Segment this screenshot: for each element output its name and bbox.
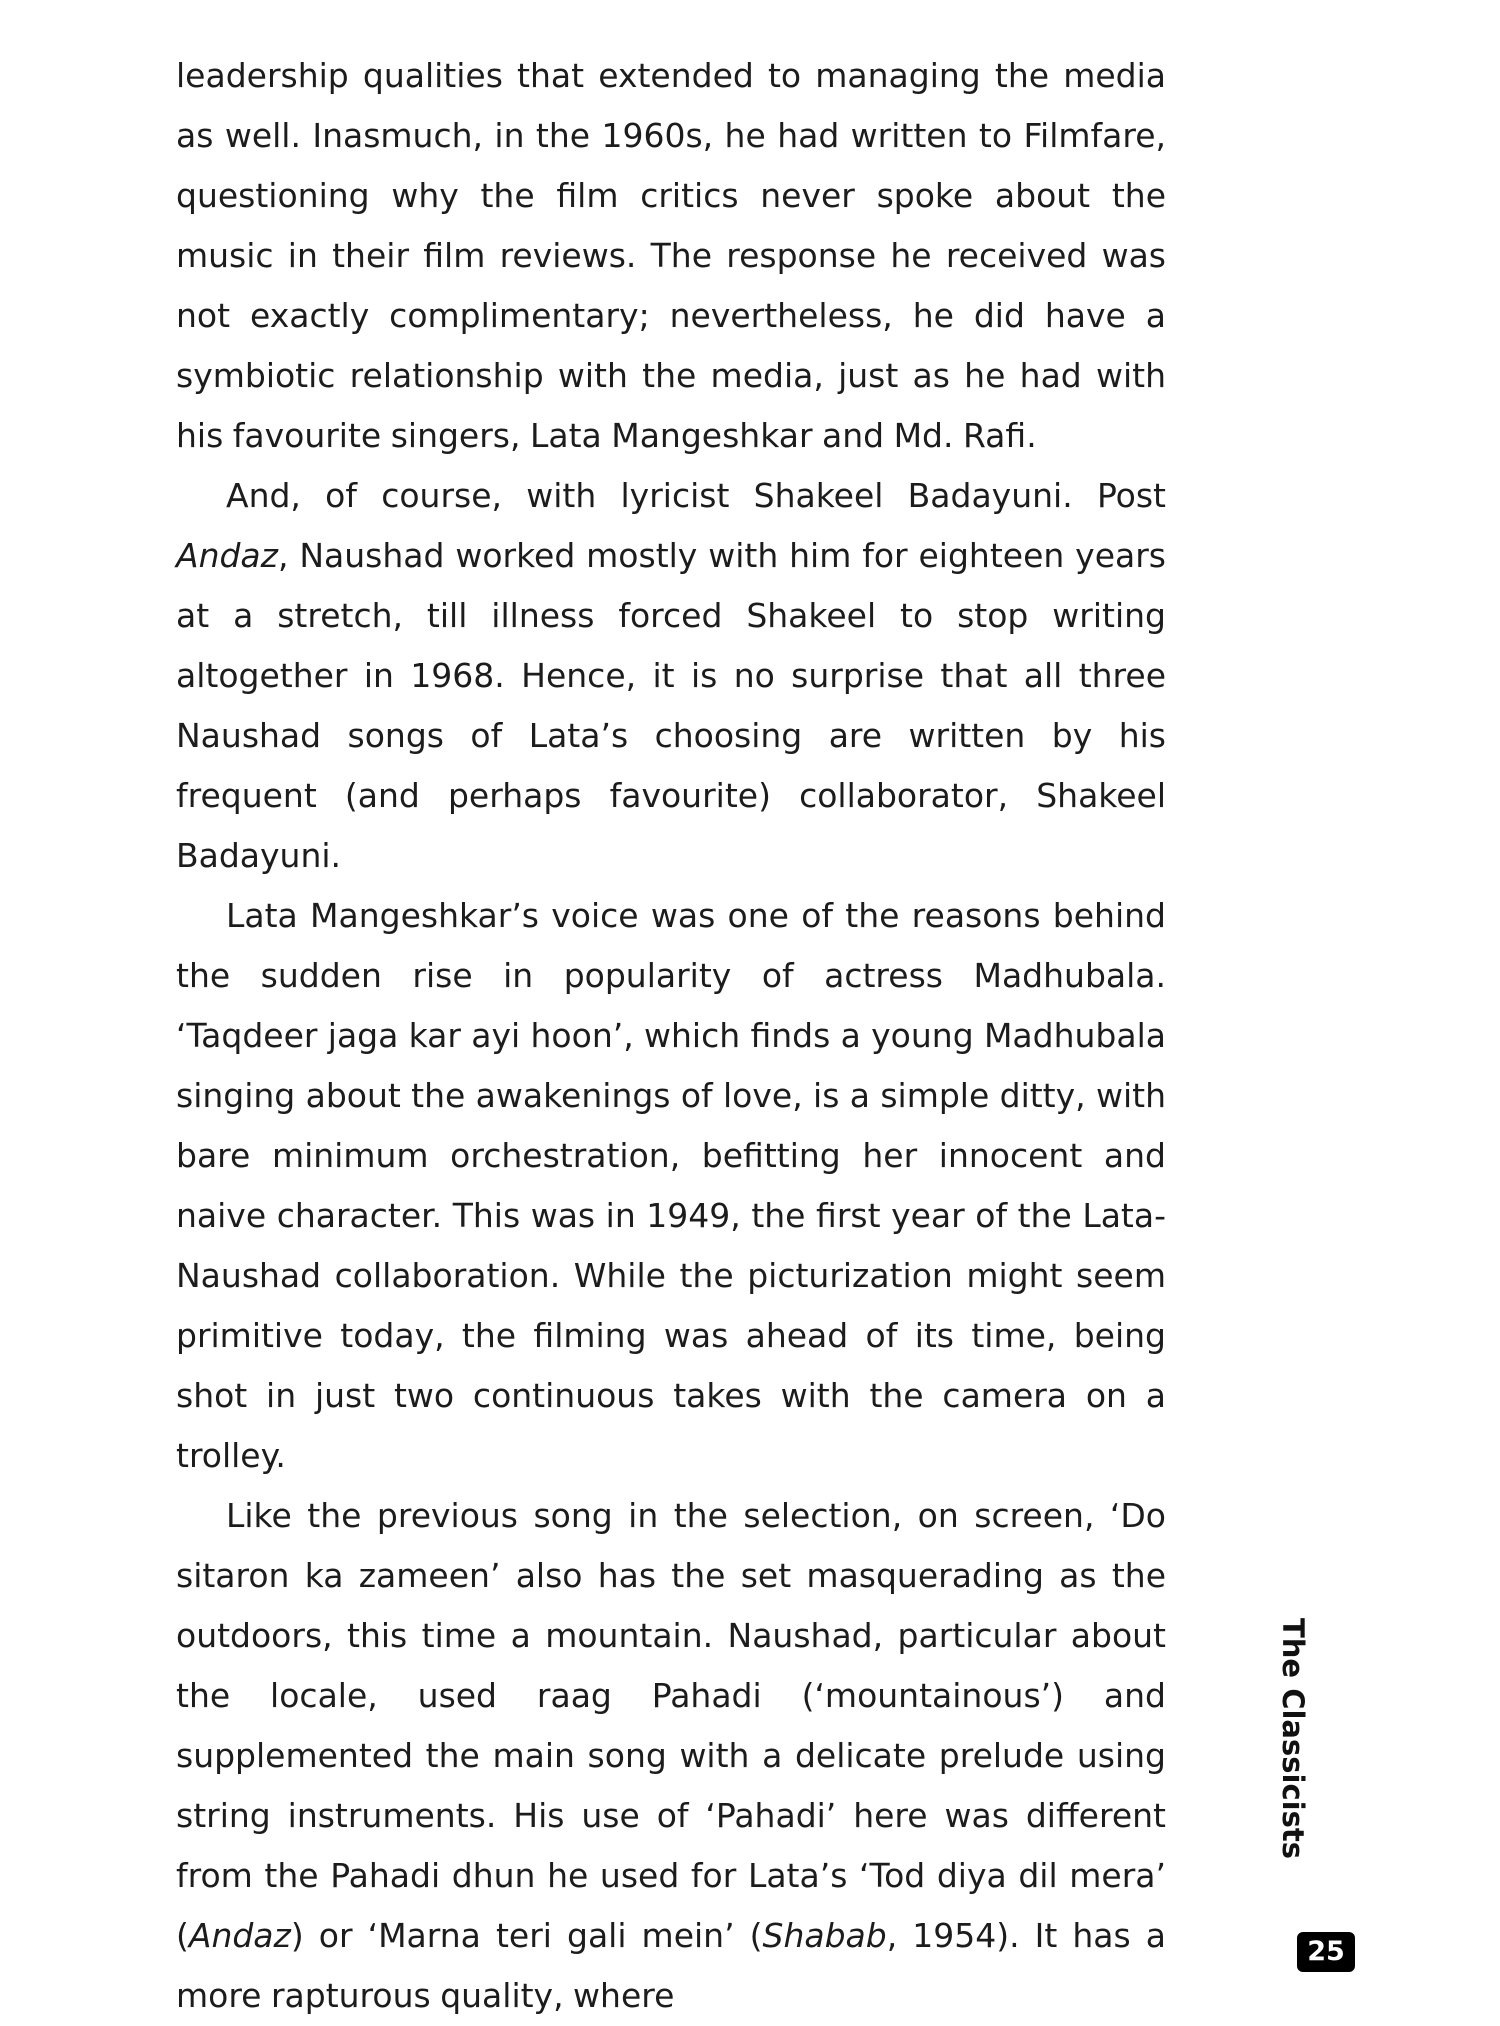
film-title-andaz-2: Andaz <box>188 1916 291 1955</box>
body-text <box>176 46 1166 2026</box>
running-head: The Classicists <box>1276 1618 1310 1859</box>
paragraph-1 <box>176 46 1166 466</box>
paragraph-3 <box>176 886 1166 1486</box>
paragraph-3-text: Lata Mangeshkar’s voice was one of the reasons behind the sudden rise in popularity of actress Madhubala. ‘Taqdeer jaga kar ayi hoon’, which finds a young Madhubala singing about the awakenings of love, is a simple ditty, with bare minimum orchestration, befitting her innocent and naive character. This was in 1949, the first year of the Lata-Naushad collaboration. While the picturization might seem primitive today, the filming was ahead of its time, being shot in just two continuous takes with the camera on a trolley. <box>176 896 1166 1475</box>
film-title-shabab: Shabab <box>762 1916 887 1955</box>
paragraph-2-text-a: And, of course, with lyricist Shakeel Badayuni. Post <box>226 476 1166 515</box>
paragraph-4-text-b: ) or ‘Marna teri gali mein’ ( <box>290 1916 763 1955</box>
paragraph-4 <box>176 1486 1166 2026</box>
paragraph-1-text: leadership qualities that extended to managing the media as well. Inasmuch, in the 1960s, he had written to Filmfare, questioning why the film critics never spoke about the music in their film reviews. The response he received was not exactly complimentary; nevertheless, he did have a symbiotic relationship with the media, just as he had with his favourite singers, Lata Mangeshkar and Md. Rafi. <box>176 56 1166 455</box>
paragraph-2 <box>176 466 1166 886</box>
page-number: 25 <box>1297 1932 1355 1972</box>
paragraph-4-text-a: Like the previous song in the selection, on screen, ‘Do sitaron ka zameen’ also has the set masquerading as the outdoors, this time a mountain. Naushad, particular about the locale, used raag Pahadi (‘mountainous’) and supplemented the main song with a delicate prelude using string instruments. His use of ‘Pahadi’ here was different from the Pahadi dhun he used for Lata’s ‘Tod diya dil mera’ ( <box>176 1496 1166 1955</box>
film-title-andaz: Andaz <box>176 536 278 575</box>
paragraph-4-text-c: , 1954). It has a more rapturous quality, where <box>176 1916 1166 2015</box>
paragraph-2-text-b: , Naushad worked mostly with him for eighteen years at a stretch, till illness forced Shakeel to stop writing altogether in 1968. Hence, it is no surprise that all three Naushad songs of Lata’s choosing are written by his frequent (and perhaps favourite) collaborator, Shakeel Badayuni. <box>176 536 1166 875</box>
